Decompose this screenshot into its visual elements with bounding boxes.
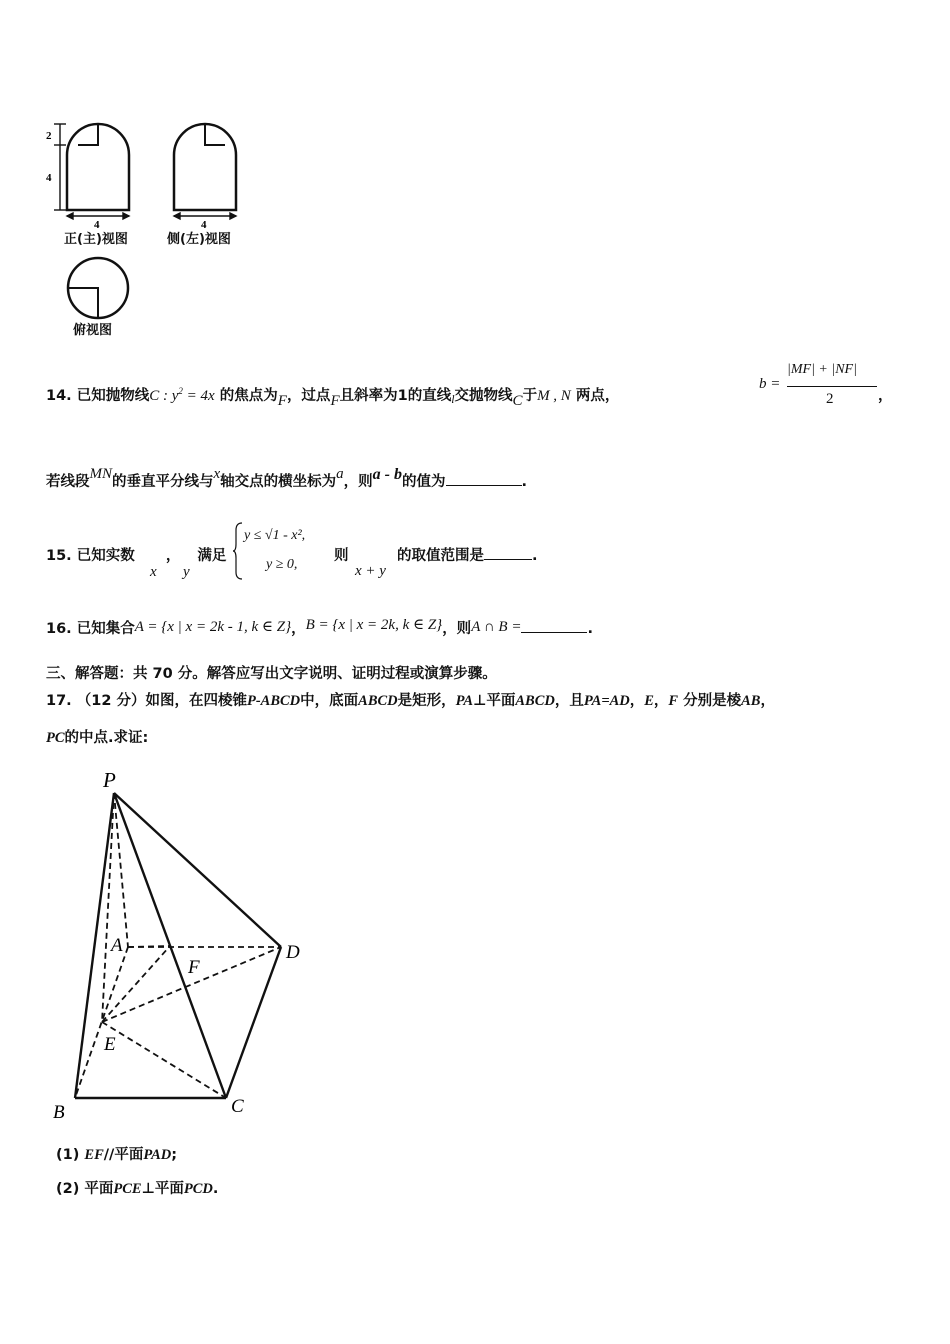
edge-AB — [75, 947, 128, 1098]
q14-answer-blank — [446, 471, 522, 486]
q14-b-eq: b = — [759, 376, 781, 392]
label-A: A — [111, 935, 123, 956]
side-view-label: 侧(左)视图 — [167, 232, 231, 247]
q16-answer-blank — [521, 618, 587, 633]
edge-PC — [114, 793, 226, 1098]
front-view-label: 正(主)视图 — [64, 232, 128, 247]
label-P: P — [103, 768, 116, 792]
question-17-line1: 17. （12 分）如图，在四棱锥P-ABCD中，底面ABCD是矩形，PA⊥平面ABCD，且PA=AD，E，F 分别是棱AB， — [46, 693, 775, 709]
q15-then: 则 — [334, 548, 349, 564]
side-view — [174, 124, 236, 210]
edge-PE — [102, 793, 114, 1022]
dim-side: 4 — [46, 172, 52, 184]
q14-fraction-numerator: |MF| + |NF| — [787, 362, 857, 377]
q14-number: 14. — [46, 388, 72, 404]
question-14-line2: 若线段MN的垂直平分线与x轴交点的横坐标为a，则a - b的值为 . — [46, 466, 528, 490]
question-15: 15. 已知实数 ， 满足 — [46, 548, 227, 564]
q15-answer-blank — [484, 545, 532, 560]
front-view — [67, 124, 129, 210]
q14-comma: ， — [878, 388, 893, 404]
q15-xy: x + y — [355, 563, 386, 579]
edge-AF — [128, 946, 170, 947]
label-C: C — [231, 1096, 244, 1117]
label-B: B — [53, 1102, 65, 1123]
q14-fraction-denominator: 2 — [826, 391, 834, 407]
edge-PD — [114, 793, 281, 947]
edge-EC — [102, 1022, 226, 1098]
q17-part-1: (1) EF//平面PAD; — [56, 1147, 178, 1163]
edge-EF — [102, 946, 170, 1022]
q15-condition-2: y ≥ 0, — [266, 557, 298, 572]
q15-condition-1: y ≤ √1 - x², — [244, 528, 306, 543]
top-view — [68, 258, 128, 318]
q16-number: 16. — [46, 621, 72, 637]
label-D: D — [286, 942, 300, 963]
label-E: E — [104, 1034, 116, 1055]
q15-rest: 的取值范围是 . — [397, 544, 538, 565]
dim-top: 2 — [46, 130, 52, 142]
q15-x: x — [150, 564, 157, 580]
dim-front-width: 4 — [94, 219, 100, 231]
dim-side-width: 4 — [201, 219, 207, 231]
dimension-lines — [54, 124, 236, 219]
section-3-heading: 三、解答题：共 70 分。解答应写出文字说明、证明过程或演算步骤。 — [46, 666, 497, 682]
q15-y: y — [183, 564, 190, 580]
edge-CD — [226, 947, 281, 1098]
pyramid-figure — [45, 765, 325, 1125]
q15-number: 15. — [46, 548, 72, 564]
question-16: 16. 已知集合A = {x | x = 2k - 1, k ∈ Z}，B = {x | x = 2k, k ∈ Z}，则A ∩ B = . — [46, 617, 593, 637]
question-14-line1: 14. 已知抛物线C : $y^2 = 4x$ 的焦点为F，过点F且斜率为1的直线$_l$交抛物线C于M , N 两点， — [46, 386, 620, 409]
q17-number: 17. — [46, 693, 72, 709]
q14-fraction-bar — [787, 386, 877, 387]
q15-brace — [232, 522, 244, 580]
top-view-label: 俯视图 — [73, 323, 113, 338]
q17-part-2: (2) 平面PCE⊥平面PCD. — [56, 1181, 219, 1197]
question-17-line2: PC的中点.求证: — [46, 730, 149, 746]
label-F: F — [188, 957, 200, 978]
edge-PA — [114, 793, 128, 947]
